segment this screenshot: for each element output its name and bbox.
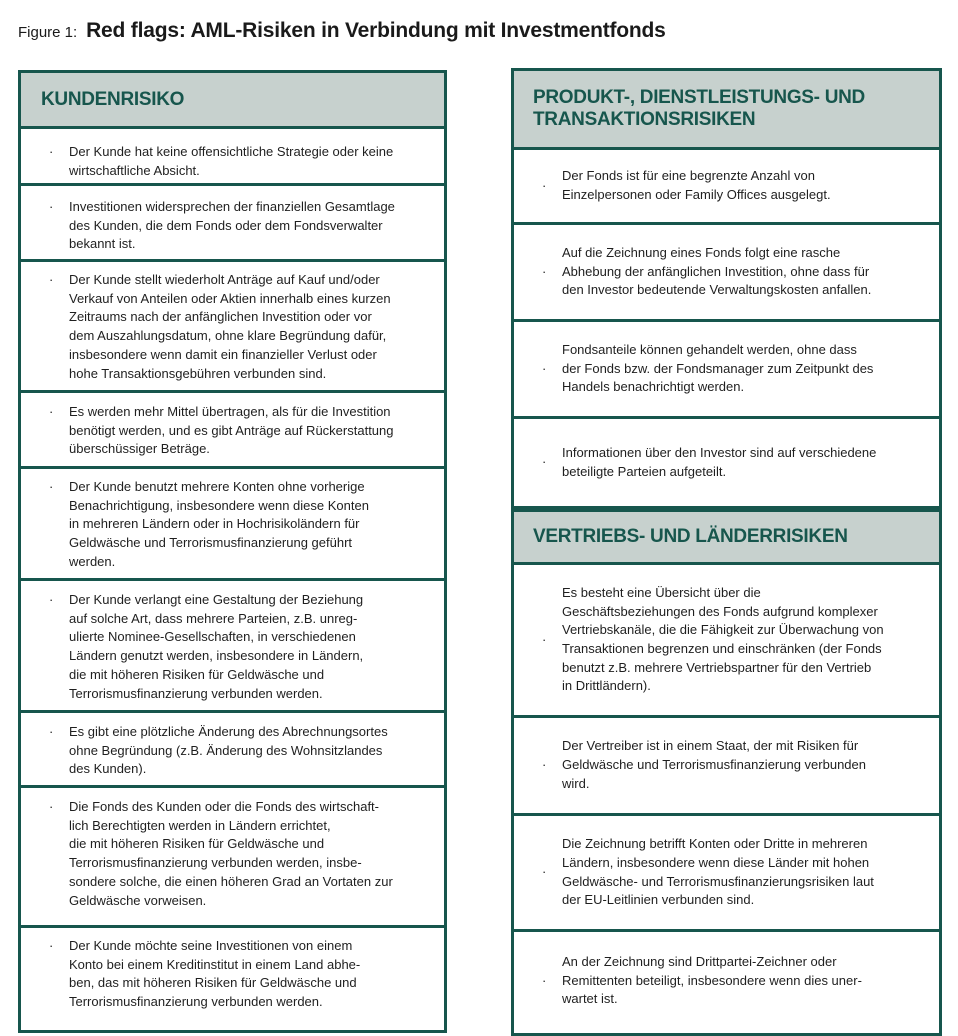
item-text: Der Kunde hat keine offensichtliche Strategie oder keine wirtschaftliche Absicht. xyxy=(69,144,394,178)
bullet-icon: · xyxy=(542,177,547,193)
bullet-icon: · xyxy=(542,757,547,773)
item-text: Der Kunde verlangt eine Gestaltung der Beziehung auf solche Art, dass mehrere Parteien, z.B. unreg- ulierte Nominee-Gesellschaften, in verschiedenen Ländern genutzt werden, insbesondere in Ländern, die mit höheren Risiken für Geldwäsche und Terrorismusfinanzierung verbunden werden. xyxy=(69,592,364,701)
item-text: Auf die Zeichnung eines Fonds folgt eine rasche Abhebung der anfänglichen Investition, ohne dass für den Investor bedeutende Verwaltungskosten anfallen. xyxy=(562,244,872,298)
bullet-icon: · xyxy=(49,592,54,607)
bullet-icon: · xyxy=(49,799,54,814)
kundenrisiko-item-3 xyxy=(21,262,444,393)
produkt-item-2 xyxy=(514,225,939,322)
bullet-icon: · xyxy=(542,631,547,647)
figure-heading: Red flags: AML-Risiken in Verbindung mit Investmentfonds xyxy=(86,19,666,42)
bullet-icon: · xyxy=(542,972,547,988)
bullet-icon: · xyxy=(49,938,54,953)
vertrieb-item-2 xyxy=(514,718,939,816)
item-text: Fondsanteile können gehandelt werden, ohne dass der Fonds bzw. der Fondsmanager zum Zeitpunkt des Handels benachrichtigt werden. xyxy=(562,341,874,395)
produkt-item-4 xyxy=(514,419,939,509)
bullet-icon: · xyxy=(49,479,54,494)
kundenrisiko-panel xyxy=(18,70,447,1033)
produkt-item-3 xyxy=(514,322,939,419)
vertrieb-item-1 xyxy=(514,565,939,718)
item-text: Der Kunde stellt wiederholt Anträge auf Kauf und/oder Verkauf von Anteilen oder Aktien innerhalb eines kurzen Zeitraums nach der anfänglichen Investition oder vor dem Auszahlungsdatum, ohne klare Begründung dafür, insbesondere wenn damit ein finanzieller Verlust oder hohe Transaktionsgebühren verbunden sind. xyxy=(69,272,391,381)
bullet-icon: · xyxy=(49,272,54,287)
item-text: Es werden mehr Mittel übertragen, als für die Investition benötigt werden, und es gibt Anträge auf Rückerstattung überschüssiger Beträge. xyxy=(69,404,394,457)
bullet-icon: · xyxy=(49,404,54,419)
item-text: Investitionen widersprechen der finanziellen Gesamtlage des Kunden, die dem Fonds oder dem Fondsverwalter bekannt ist. xyxy=(69,199,395,252)
kundenrisiko-item-5 xyxy=(21,469,444,581)
bullet-icon: · xyxy=(542,864,547,880)
item-text: Die Fonds des Kunden oder die Fonds des wirtschaft- lich Berechtigten werden in Ländern errichtet, die mit höheren Risiken für Geldwäsche und Terrorismusfinanzierung verbunden werden, insbe- sondere solche, die einen höheren Grad an Vortaten zur Geldwäsche vorweisen. xyxy=(69,799,393,908)
kundenrisiko-item-9 xyxy=(21,928,444,1030)
bullet-icon: · xyxy=(542,360,547,376)
kundenrisiko-item-8 xyxy=(21,788,444,928)
item-text: An der Zeichnung sind Drittpartei-Zeichner oder Remittenten beteiligt, insbesondere wenn dies uner- wartet ist. xyxy=(562,953,862,1007)
vertrieb-item-3 xyxy=(514,816,939,932)
item-text: Es besteht eine Übersicht über die Geschäftsbeziehungen des Fonds aufgrund komplexer Vertriebskanäle, die die Fähigkeit zur Überwachung von Transaktionen begrenzen und einschränken (der Fonds benutzt z.B. mehrere Vertriebspartner für den Vertrieb in Drittländern). xyxy=(562,584,884,694)
kundenrisiko-heading: KUNDENRISIKO xyxy=(21,73,444,129)
bullet-icon: · xyxy=(49,199,54,214)
kundenrisiko-item-7 xyxy=(21,713,444,788)
vertrieb-heading: VERTRIEBS- UND LÄNDERRISIKEN xyxy=(514,509,939,565)
bullet-icon: · xyxy=(49,144,54,159)
bullet-icon: · xyxy=(49,724,54,739)
produkt-heading: PRODUKT-, DIENSTLEISTUNGS- UND TRANSAKTIONSRISIKEN xyxy=(514,71,939,150)
item-text: Der Kunde möchte seine Investitionen von einem Konto bei einem Kreditinstitut in einem Land abhe- ben, das mit höheren Risiken für Geldwäsche und Terrorismusfinanzierung verbunden werden. xyxy=(69,938,361,1010)
bullet-icon: · xyxy=(542,454,547,470)
kundenrisiko-item-4 xyxy=(21,393,444,469)
vertrieb-item-4 xyxy=(514,932,939,1030)
right-panel xyxy=(511,68,942,1036)
item-text: Der Fonds ist für eine begrenzte Anzahl von Einzelpersonen oder Family Offices ausgelegt. xyxy=(562,168,831,202)
item-text: Es gibt eine plötzliche Änderung des Abrechnungsortes ohne Begründung (z.B. Änderung des Wohnsitzlandes des Kunden). xyxy=(69,724,388,777)
kundenrisiko-item-6 xyxy=(21,581,444,713)
bullet-icon: · xyxy=(542,263,547,279)
figure-label: Figure 1: xyxy=(18,24,78,41)
item-text: Informationen über den Investor sind auf verschiedene beteiligte Parteien aufgeteilt. xyxy=(562,444,877,479)
item-text: Die Zeichnung betrifft Konten oder Dritte in mehreren Ländern, insbesondere wenn diese Länder mit hohen Geldwäsche- und Terrorismusfinanzierungsrisiken laut der EU-Leitlinien verbunden sind. xyxy=(562,836,874,908)
item-text: Der Vertreiber ist in einem Staat, der mit Risiken für Geldwäsche und Terrorismusfinanzierung verbunden wird. xyxy=(562,738,866,791)
item-text: Der Kunde benutzt mehrere Konten ohne vorherige Benachrichtigung, insbesondere wenn diese Konten in mehreren Ländern oder in Hochrisikoländern für Geldwäsche und Terrorismusfinanzierung geführt werden. xyxy=(69,479,369,569)
produkt-item-1 xyxy=(514,150,939,225)
kundenrisiko-item-1 xyxy=(21,129,444,186)
kundenrisiko-item-2 xyxy=(21,186,444,262)
figure-title xyxy=(18,8,666,45)
